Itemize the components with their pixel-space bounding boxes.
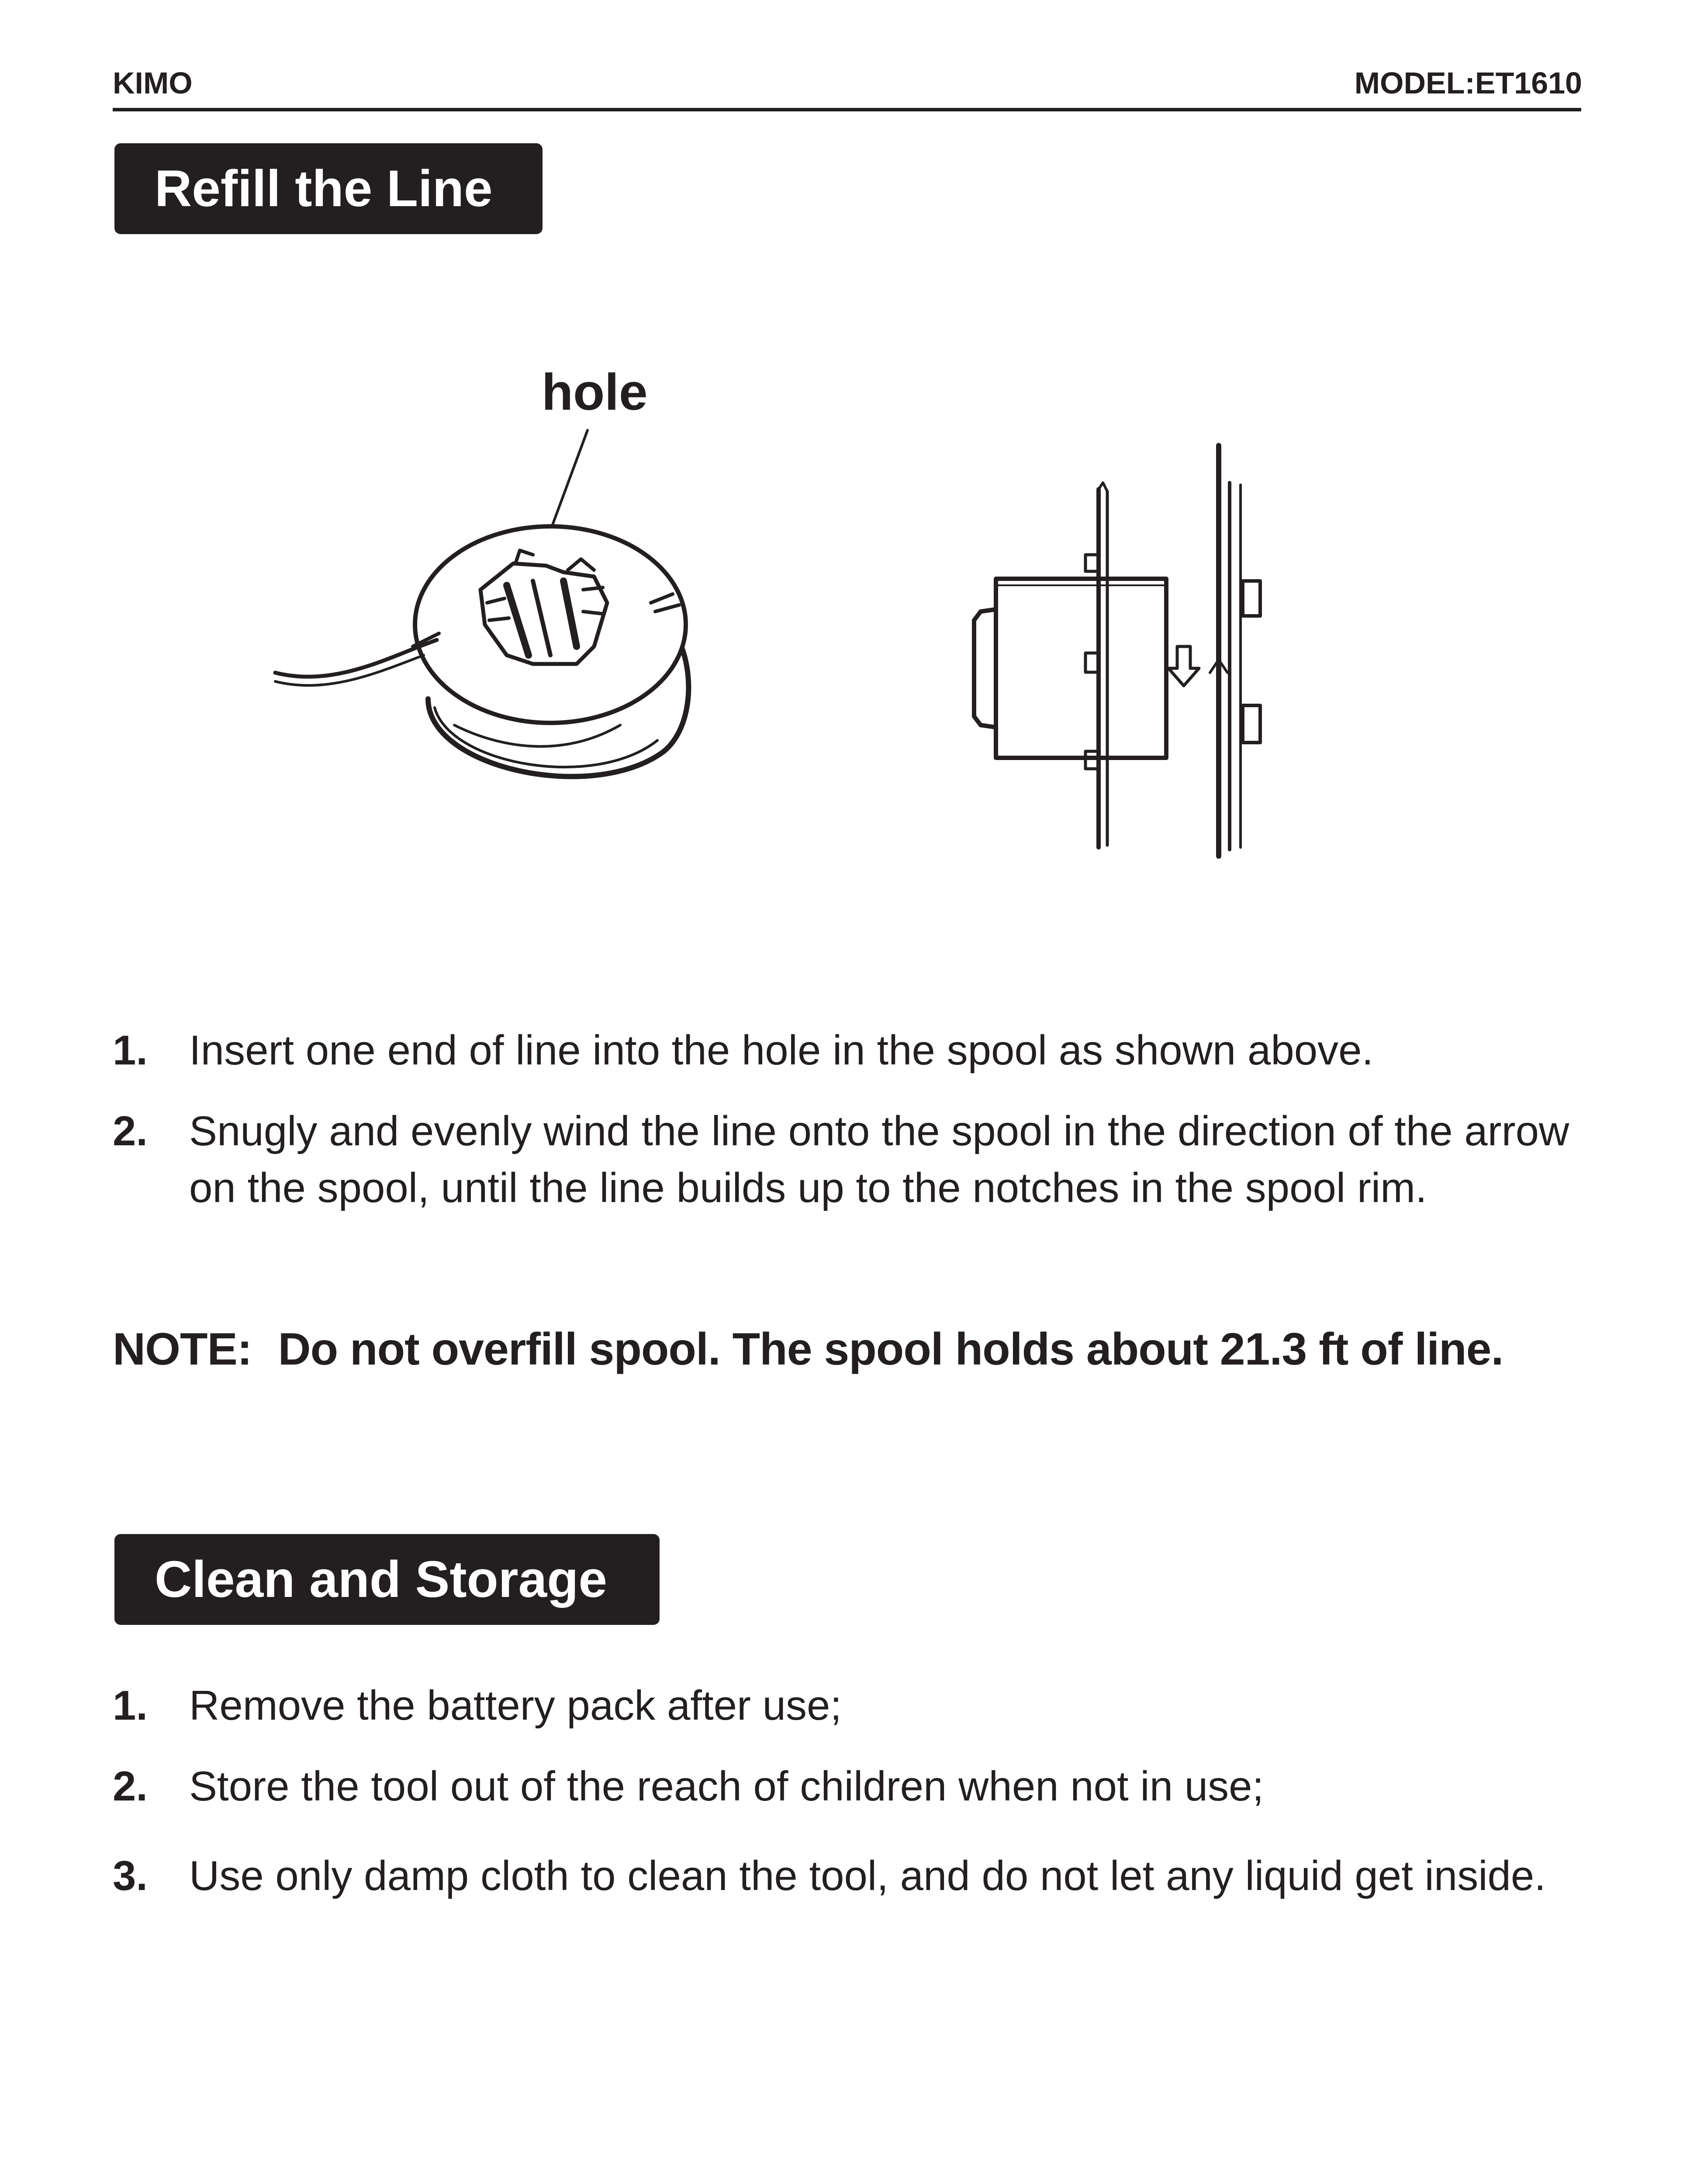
step-number: 3. <box>113 1852 148 1899</box>
spool-perspective-illustration <box>262 419 743 812</box>
note-label: NOTE: <box>113 1324 252 1375</box>
note <box>113 1324 1503 1375</box>
step-text: Remove the battery pack after use; <box>189 1682 842 1729</box>
header-rule <box>113 108 1581 111</box>
model-number: MODEL:ET1610 <box>1354 66 1582 100</box>
storage-step-1 <box>113 1677 1598 1734</box>
step-number: 1. <box>113 1027 148 1074</box>
step-text: Insert one end of line into the hole in the spool as shown above. <box>189 1027 1374 1074</box>
step-text: Store the tool out of the reach of children when not in use; <box>189 1763 1264 1810</box>
brand-name: KIMO <box>113 66 193 100</box>
step-number: 1. <box>113 1682 148 1729</box>
step-text: Snugly and evenly wind the line onto the spool in the direction of the arrow on the spool, until the line builds up to the notches in the spool rim. <box>189 1108 1569 1211</box>
step-number: 2. <box>113 1108 148 1154</box>
refill-step-1 <box>113 1022 1598 1079</box>
step-number: 2. <box>113 1763 148 1810</box>
spool-side-view-illustration <box>939 437 1310 865</box>
step-text: Use only damp cloth to clean the tool, and do not let any liquid get inside. <box>189 1852 1546 1899</box>
storage-step-2 <box>113 1758 1598 1815</box>
note-text: Do not overfill spool. The spool holds about 21.3 ft of line. <box>278 1324 1503 1375</box>
refill-step-2 <box>113 1103 1598 1216</box>
storage-step-3 <box>113 1848 1598 1904</box>
hole-callout-label: hole <box>542 363 648 421</box>
section-title-storage: Clean and Storage <box>114 1534 660 1625</box>
section-title-refill: Refill the Line <box>114 143 543 234</box>
